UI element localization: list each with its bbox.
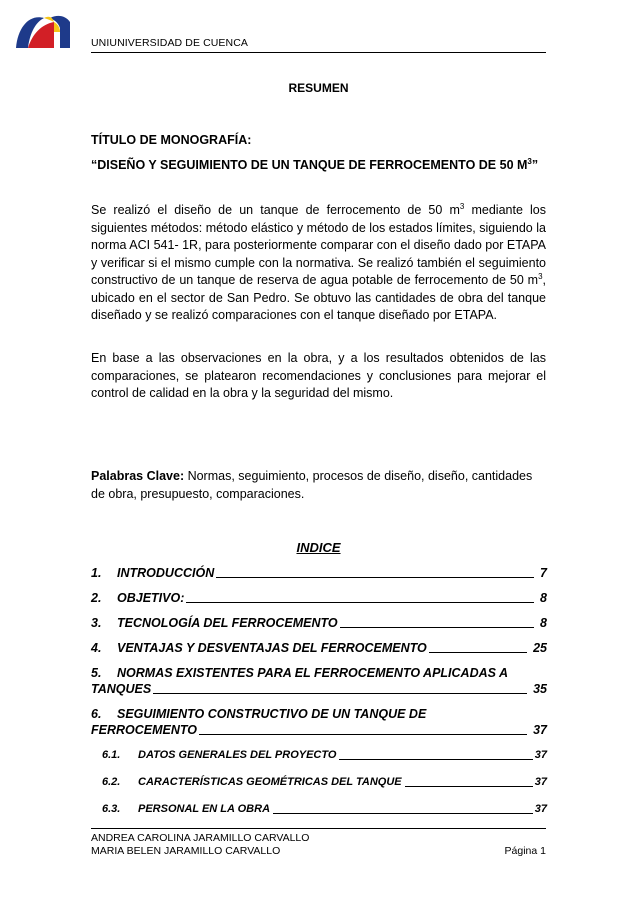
toc-page: 37 <box>534 803 547 815</box>
toc-page: 8 <box>540 616 547 630</box>
toc-subitem-label: PERSONAL EN LA OBRA <box>138 803 271 815</box>
toc-page: 37 <box>533 723 547 737</box>
footer-authors <box>91 832 309 858</box>
resumen-title: RESUMEN <box>288 81 349 95</box>
toc-subitem-label: CARACTERÍSTICAS GEOMÉTRICAS DEL TANQUE <box>138 776 402 788</box>
toc-item-label: NORMAS EXISTENTES PARA EL FERROCEMENTO APLICADAS A <box>117 666 509 680</box>
toc-item[interactable]: 1. INTRODUCCIÓN 7 <box>91 566 547 580</box>
toc-item[interactable]: 2. OBJETIVO: 8 <box>91 591 547 605</box>
summary-paragraph-1: Se realizó el diseño de un tanque de ferrocemento de 50 $m^3$ mediante los siguientes métodos: método elástico y método de los estados límites, siguiendo la norma ACI 541- 1R, para posteriormente comparar con el diseño dado por ETAPA y verificar si el mismo cumple con la normativa. Se realizó también el seguimiento constructivo de un tanque de reserva de agua potable de ferrocemento de 50 $m^3$, ubicado en el sector de San Pedro. Se obtuvo las cantidades de obra del tanque diseñado y se realizó comparaciones con el tanque diseñado por ETAPA. <box>91 202 546 322</box>
toc-item-label-cont: TANQUES <box>91 682 152 696</box>
toc-item-label: SEGUIMIENTO CONSTRUCTIVO DE UN TANQUE DE <box>117 707 427 721</box>
toc-item-label: INTRODUCCIÓN <box>117 566 215 580</box>
toc-page: 35 <box>533 682 547 696</box>
toc-item-label-cont: FERROCEMENTO <box>91 723 198 737</box>
header-rule <box>91 52 546 53</box>
footer-rule <box>91 828 546 829</box>
footer-author-1: ANDREA CAROLINA JARAMILLO CARVALLO <box>91 832 310 844</box>
page-number: Página 1 <box>504 845 546 857</box>
toc-item[interactable]: 4. VENTAJAS Y DESVENTAJAS DEL FERROCEMENTO 25 <box>91 641 547 655</box>
header-institution: UNIUNIVERSIDAD DE CUENCA <box>91 37 249 49</box>
toc-item[interactable]: 3. TECNOLOGÍA DEL FERROCEMENTO 8 <box>91 616 547 630</box>
keywords-text: Normas, seguimiento, procesos de diseño, diseño, cantidades de obra, presupuesto, comparaciones. <box>91 469 533 501</box>
toc-page: 7 <box>540 566 547 580</box>
toc-page: 25 <box>533 641 547 655</box>
toc-item[interactable]: 6. SEGUIMIENTO CONSTRUCTIVO DE UN TANQUE DE FERROCEMENTO 37 <box>91 707 547 737</box>
index-title: INDICE <box>296 540 341 555</box>
toc-item[interactable]: 5. NORMAS EXISTENTES PARA EL FERROCEMENTO APLICADAS A TANQUES 35 <box>91 666 547 696</box>
toc-page: 37 <box>534 749 547 761</box>
table-of-contents <box>91 565 547 828</box>
toc-subitem-label: DATOS GENERALES DEL PROYECTO <box>138 749 337 761</box>
toc-item-label: VENTAJAS Y DESVENTAJAS DEL FERROCEMENTO <box>117 641 427 655</box>
keywords-label: Palabras Clave: <box>91 469 185 483</box>
toc-item-label: TECNOLOGÍA DEL FERROCEMENTO <box>117 616 338 630</box>
toc-item-label: OBJETIVO: <box>117 591 185 605</box>
university-logo-icon <box>14 8 72 52</box>
summary-paragraph-2: En base a las observaciones en la obra, y a los resultados obtenidos de las comparaciones, se platearon recomendaciones y conclusiones para mejorar el control de calidad en la obra y la seguridad del mismo. <box>91 351 546 400</box>
toc-page: 37 <box>534 776 547 788</box>
keywords <box>91 468 546 503</box>
toc-subitem[interactable]: 6.3. PERSONAL EN LA OBRA 37 <box>102 803 547 815</box>
monografia-title: “DISEÑO Y SEGUIMIENTO DE UN TANQUE DE FERROCEMENTO DE 50 $M^3$” <box>91 157 539 172</box>
toc-page: 8 <box>540 591 547 605</box>
toc-subitem[interactable]: 6.2. CARACTERÍSTICAS GEOMÉTRICAS DEL TANQUE 37 <box>102 776 547 788</box>
monografia-label: TÍTULO DE MONOGRAFÍA: <box>91 133 252 147</box>
toc-subitem[interactable]: 6.1. DATOS GENERALES DEL PROYECTO 37 <box>102 749 547 761</box>
footer-author-2: MARIA BELEN JARAMILLO CARVALLO <box>91 845 281 857</box>
